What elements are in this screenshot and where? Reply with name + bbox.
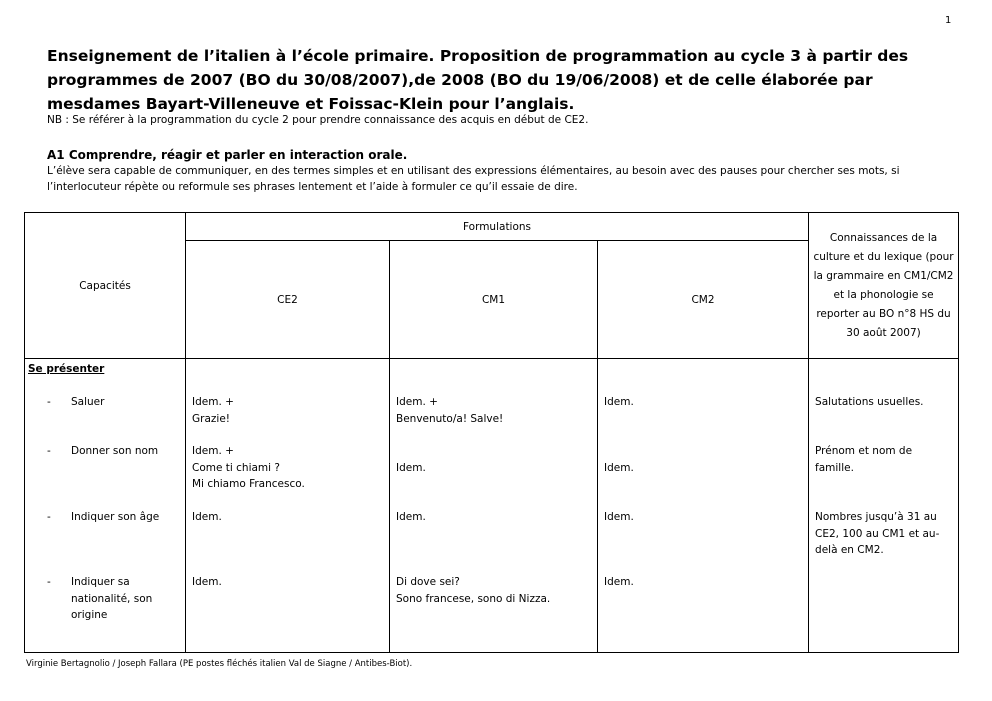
cm1-cell: Idem. + Benvenuto/a! Salve! [396,396,504,425]
page-number: 1 [945,15,952,26]
cm2-cell: Idem. [604,511,634,523]
cm1-cell: Di dove sei? Sono francese, sono di Nizza. [396,576,551,605]
section-description: L’élève sera capable de communiquer, en des termes simples et en utilisant des expressions élémentaires, au besoin avec des pauses pour chercher ses mots, si l’interlocuteur répète ou reformule ses phrases lentement et l’aide à formuler ce qu’il essaie de dire. [47,165,900,193]
ce2-cell: Idem. + Come ti chiami ? Mi chiamo Francesco. [192,445,305,490]
ce2-cell: Idem. + Grazie! [192,396,234,425]
section-heading: A1 Comprendre, réagir et parler en interaction orale. [47,148,408,162]
header-cm1: CM1 [390,241,598,359]
header-ce2: CE2 [186,241,390,359]
header-capacites: Capacités [25,213,186,359]
header-formulations: Formulations [186,213,809,241]
connaissances-cell: Salutations usuelles. [815,396,924,408]
connaissances-cell: Nombres jusqu’à 31 au CE2, 100 au CM1 et au-delà en CM2. [815,511,940,556]
section-label-se-presenter: Se présenter [28,363,105,375]
connaissances-cell: Prénom et nom de famille. [815,445,913,474]
cm2-column [598,359,809,653]
document-title: Enseignement de l’italien à l’école primaire. Proposition de programmation au cycle 3 à partir des programmes de 2007 (BO du 30/08/2007),de 2008 (BO du 19/06/2008) et de celle élaborée par mesdames Bayart-Villeneuve et Foissac-Klein pour l’anglais. [47,47,909,113]
header-cm2: CM2 [598,241,809,359]
header-connaissances: Connaissances de la culture et du lexique (pour la grammaire en CM1/CM2 et la phonologie se reporter au BO n°8 HS du 30 août 2007) [809,213,959,359]
connaissances-column [809,359,959,653]
cm1-cell: Idem. [396,511,426,523]
cm1-column [390,359,598,653]
ce2-cell: Idem. [192,511,222,523]
cm1-cell: Idem. [396,462,426,474]
nb-note: NB : Se référer à la programmation du cycle 2 pour prendre connaissance des acquis en début de CE2. [47,114,589,126]
capacites-column: Se présenter - Saluer - Donner son nom - Indiquer son âge - Indiquer sa nationalité, son origine [25,359,186,653]
ce2-cell: Idem. [192,576,222,588]
ce2-column [186,359,390,653]
programmation-table [24,212,959,653]
cm2-cell: Idem. [604,396,634,408]
cm2-cell: Idem. [604,462,634,474]
cm2-cell: Idem. [604,576,634,588]
footer-authors: Virginie Bertagnolio / Joseph Fallara (PE postes fléchés italien Val de Siagne / Antibes-Biot). [26,659,413,669]
